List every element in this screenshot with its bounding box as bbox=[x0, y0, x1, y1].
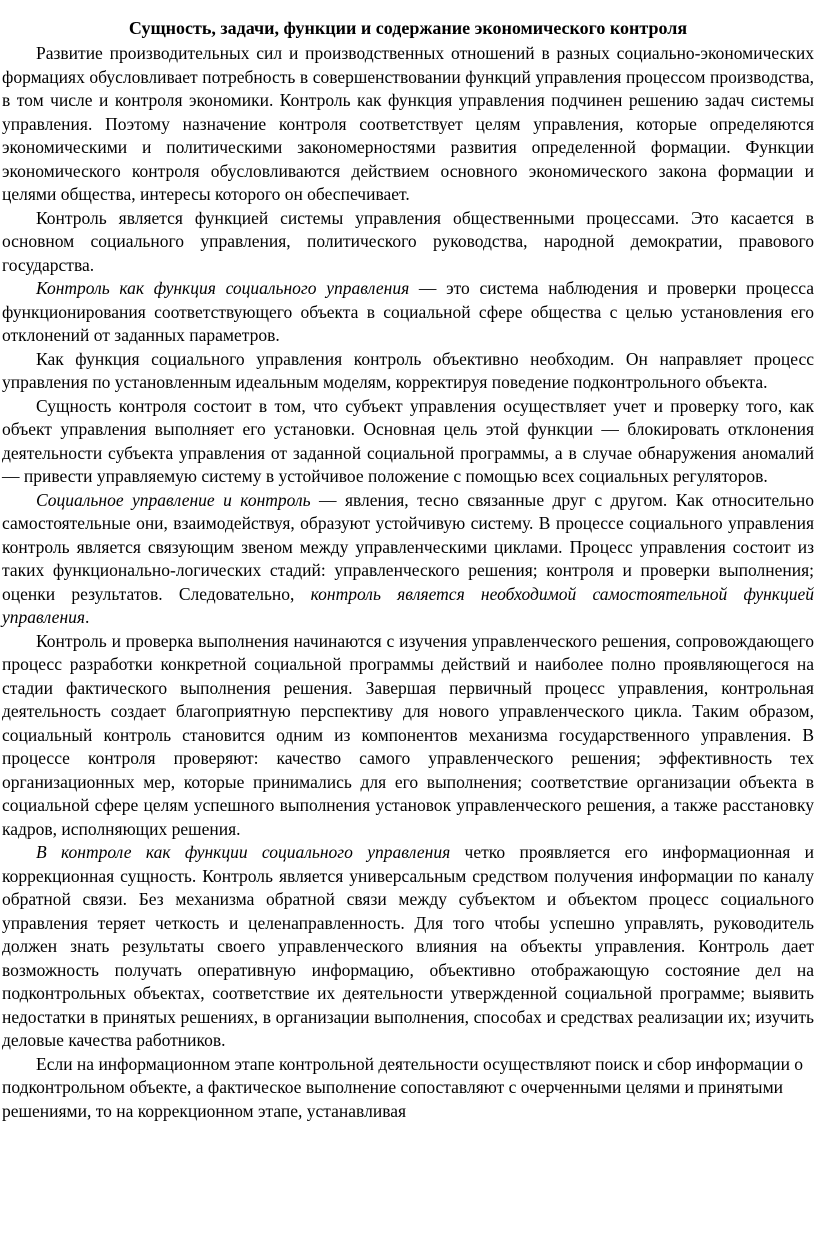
paragraph-6 bbox=[2, 489, 814, 630]
paragraph-8 bbox=[2, 841, 814, 1053]
paragraph-text: Сущность контроля состоит в том, что субъект управления осуществляет учет и проверку того, как объект управления выполняет его установки. Основная цель этой функции — блокировать отклонения деятельности субъекта управления от заданной социальной программы, а в случае обнаружения аномалий — привести управляемую систему в устойчивое положение с помощью всех социальных регуляторов. bbox=[2, 395, 814, 486]
paragraph-2 bbox=[2, 207, 814, 278]
paragraph-1 bbox=[2, 42, 814, 207]
italic-term: Социальное управление и контроль bbox=[36, 489, 311, 510]
paragraph-text: Развитие производительных сил и производственных отношений в разных социально-экономических формациях обусловливает потребность в совершенствовании функций управления процессом производства, в том числе и контроля экономики. Контроль как функция управления подчинен решению задач системы управления. Поэтому назначение контроля соответствует целям управления, которые определяются экономическими и политическими закономерностями развития определенной формации. Функции экономического контроля обусловливаются действием основного экономического закона формации и целями общества, интересы которого он обеспечивает. bbox=[2, 43, 814, 204]
paragraph-7 bbox=[2, 630, 814, 842]
paragraph-5 bbox=[2, 395, 814, 489]
paragraph-3 bbox=[2, 277, 814, 348]
paragraph-text: Как функция социального управления контроль объективно необходим. Он направляет процесс управления по установленным идеальным моделям, корректируя поведение подконтрольного объекта. bbox=[2, 348, 814, 392]
paragraph-text: — это система наблюдения и проверки процесса функционирования соответствующего объекта в социальной сфере общества с целью установления его отклонений от заданных параметров. bbox=[2, 278, 814, 345]
italic-conclusion: контроль является необходимой самостоятельной функцией управления bbox=[2, 583, 814, 627]
paragraph-tail: . bbox=[85, 607, 90, 627]
paragraph-text: четко проявляется его информационная и коррекционная сущность. Контроль является универсальным средством получения информации по каналу обратной связи. Без механизма обратной связи между субъектом и объектом процесс социального управления теряет четкость и целенаправленность. Для того чтобы успешно управлять, руководитель должен знать результаты своего управленческого влияния на объекты управления. Контроль дает возможность получать оперативную информацию, объективно отображающую состояние дел на подконтрольных объектах, соответствие их деятельности утвержденной социальной программе; выявить недостатки в принятых решениях, в организации выполнения, способах и средствах реализации их; изучить деловые качества работников. bbox=[2, 842, 814, 1050]
paragraph-text: Контроль и проверка выполнения начинаются с изучения управленческого решения, сопровождающего процесс разработки конкретной социальной программы действий и наиболее полно проявляющегося на стадии фактического выполнения решения. Завершая первичный процесс управления, контрольная деятельность создает благоприятную перспективу для нового управленческого цикла. Таким образом, социальный контроль становится одним из компонентов механизма государственного управления. В процессе контроля проверяют: качество самого управленческого решения; эффективность тех организационных мер, которые принимались для его выполнения; соответствие организации объекта в социальной сфере целям успешного выполнения установок управленческого решения, а также расстановку кадров, исполняющих решения. bbox=[2, 630, 814, 839]
paragraph-text: — явления, тесно связанные друг с другом. Как относительно самостоятельные они, взаимодействуя, образуют устойчивую систему. В процессе социального управления контроль является связующим звеном между управленческими циклами. Процесс управления состоит из таких функционально-логических стадий: управленческого решения; контроля и проверки выполнения; оценки результатов. Следовательно, bbox=[2, 489, 814, 604]
italic-term: Контроль как функция социального управления bbox=[36, 278, 410, 298]
paragraph-9 bbox=[2, 1053, 814, 1124]
document-title: Сущность, задачи, функции и содержание экономического контроля bbox=[128, 18, 688, 38]
paragraph-text: Если на информационном этапе контрольной деятельности осуществляют поиск и сбор информации о подконтрольном объекте, а фактическое выполнение сопоставляют с очерченными целями и принятыми решениями, то на коррекционном этапе, устанавливая bbox=[2, 1053, 804, 1121]
italic-term: В контроле как функции социального управления bbox=[36, 842, 451, 862]
paragraph-4 bbox=[2, 348, 814, 395]
paragraph-text: Контроль является функцией системы управления общественными процессами. Это касается в основном социального управления, политического руководства, народной демократии, правового государства. bbox=[2, 207, 814, 275]
